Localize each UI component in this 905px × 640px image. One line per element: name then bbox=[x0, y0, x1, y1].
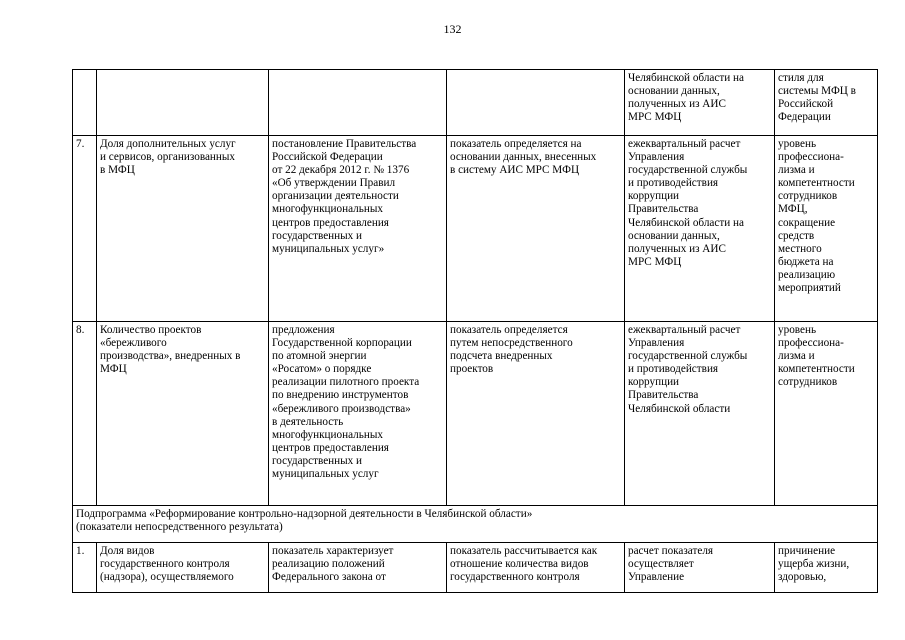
table-row bbox=[73, 136, 878, 322]
subprogram-subtitle: (показатели непосредственного результата) bbox=[76, 521, 283, 534]
table-cell bbox=[447, 322, 625, 506]
cell-indicator: Доля дополнительных услуг и сервисов, организованных в МФЦ bbox=[100, 138, 236, 177]
table-cell bbox=[97, 543, 269, 593]
indicators-table bbox=[72, 69, 878, 593]
cell-indicator: Количество проектов «бережливого производства», внедренных в МФЦ bbox=[100, 324, 241, 376]
cell-goal: уровень профессиона- лизма и компетентности сотрудников bbox=[778, 324, 855, 389]
subprogram-header bbox=[73, 506, 878, 543]
cell-definition: показатель рассчитывается как отношение количества видов государственного контроля bbox=[450, 545, 598, 584]
cell-method: Челябинской области на основании данных, полученных из АИС МРС МФЦ bbox=[628, 72, 744, 124]
cell-method: ежеквартальный расчет Управления государственной службы и противодействия коррупции Правительства Челябинской области на основании данных, полученных из АИС МРС МФЦ bbox=[628, 138, 748, 268]
table-cell bbox=[269, 70, 447, 136]
table-cell bbox=[447, 70, 625, 136]
page-number: 132 bbox=[443, 22, 462, 36]
cell-goal: уровень профессиона- лизма и компетентности сотрудников МФЦ, сокращение средств местного бюджета на реализацию мероприятий bbox=[778, 138, 855, 295]
table-cell bbox=[269, 543, 447, 593]
cell-goal: причинение ущерба жизни, здоровью, bbox=[778, 545, 850, 584]
table-cell bbox=[447, 543, 625, 593]
table-cell bbox=[447, 136, 625, 322]
table-cell bbox=[775, 70, 878, 136]
table-cell bbox=[775, 543, 878, 593]
cell-basis: показатель характеризует реализацию положений Федерального закона от bbox=[272, 545, 394, 584]
subprogram-title: Подпрограмма «Реформирование контрольно-надзорной деятельности в Челябинской области» bbox=[76, 508, 533, 520]
cell-goal: стиля для системы МФЦ в Российской Федерации bbox=[778, 72, 856, 124]
table-row bbox=[73, 322, 878, 506]
cell-method: расчет показателя осуществляет Управление bbox=[628, 545, 714, 584]
table-cell bbox=[625, 543, 775, 593]
cell-method: ежеквартальный расчет Управления государственной службы и противодействия коррупции Правительства Челябинской области bbox=[628, 324, 748, 415]
table-cell bbox=[97, 70, 269, 136]
table-cell bbox=[269, 136, 447, 322]
table-cell bbox=[775, 136, 878, 322]
table-cell bbox=[97, 322, 269, 506]
table-row bbox=[73, 543, 878, 593]
table-cell bbox=[97, 136, 269, 322]
table-cell bbox=[73, 70, 97, 136]
table-cell bbox=[625, 70, 775, 136]
cell-basis: предложения Государственной корпорации по атомной энергии «Росатом» о порядке реализации пилотного проекта по внедрению инструментов «бережливого производства» в деятельность многофункциональных центров предоставления государственных и муниципальных услуг bbox=[272, 324, 420, 481]
row-number: 1. bbox=[73, 543, 97, 593]
table-row-continuation bbox=[73, 70, 878, 136]
cell-basis: постановление Правительства Российской Федерации от 22 декабря 2012 г. № 1376 «Об утверждении Правил организации деятельности многофункциональных центров предоставления государственных и муниципальных услуг» bbox=[272, 138, 417, 255]
cell-definition: показатель определяется на основании данных, внесенных в систему АИС МРС МФЦ bbox=[450, 138, 597, 177]
cell-definition: показатель определяется путем непосредственного подсчета внедренных проектов bbox=[450, 324, 573, 376]
table-cell bbox=[625, 136, 775, 322]
cell-indicator: Доля видов государственного контроля (надзора), осуществляемого bbox=[100, 545, 234, 584]
row-number: 8. bbox=[73, 322, 97, 506]
subprogram-header-row bbox=[73, 506, 878, 543]
table-cell bbox=[269, 322, 447, 506]
table-cell bbox=[625, 322, 775, 506]
table-cell bbox=[775, 322, 878, 506]
row-number: 7. bbox=[73, 136, 97, 322]
